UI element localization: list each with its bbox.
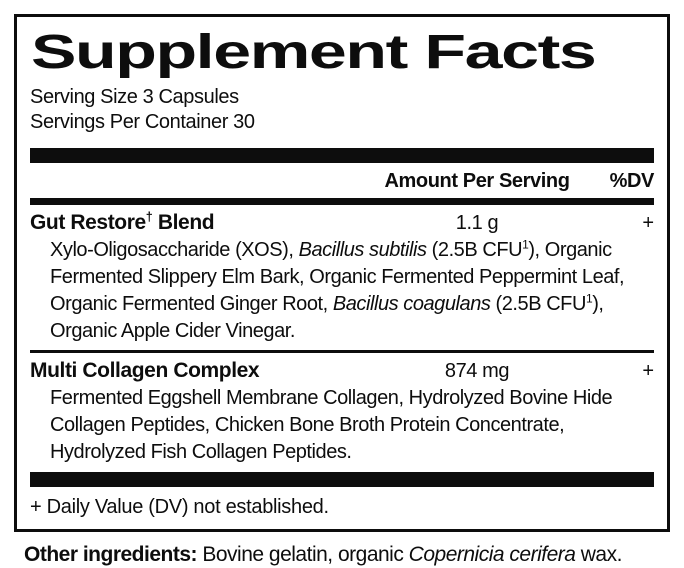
divider-bar-thick-bottom [30, 472, 654, 487]
ingredient-description: Fermented Eggshell Membrane Collagen, Hydrolyzed Bovine Hide Collagen Peptides, Chicken Bone Broth Protein Concentrate, Hydrolyzed Fish Collagen Peptides. [50, 387, 613, 463]
ingredient-name: Multi Collagen Complex [30, 359, 260, 382]
other-ingredients-label: Other ingredients: [24, 543, 198, 566]
column-header-dv: %DV [609, 170, 654, 192]
supplement-facts-label [14, 14, 670, 568]
other-ingredients-line [14, 541, 670, 568]
other-ingredients-text: Bovine gelatin, organic Copernicia cerifera wax. [197, 543, 622, 566]
ingredient-amount: 1.1 g [455, 212, 499, 234]
supplement-facts-panel [14, 14, 670, 532]
ingredient-row-multi-collagen [30, 353, 654, 469]
column-header-amount: Amount Per Serving [384, 170, 570, 192]
serving-size-text: Serving Size 3 Capsules [30, 86, 239, 108]
ingredient-amount: 874 mg [444, 360, 510, 382]
ingredient-row-gut-restore [30, 205, 654, 348]
ingredient-name: Gut Restore† Blend [30, 210, 215, 234]
ingredient-row-header [30, 205, 654, 236]
divider-bar-thick-top [30, 148, 654, 163]
panel-title: Supplement Facts [31, 26, 596, 79]
ingredient-row-header [30, 353, 654, 384]
servings-per-container-text: Servings Per Container 30 [30, 111, 255, 133]
divider-bar-medium [30, 198, 654, 205]
column-header-row [30, 163, 654, 198]
ingredient-description: Xylo-Oligosaccharide (XOS), Bacillus subtilis (2.5B CFU$^1$), Organic Fermented Slippery Elm Bark, Organic Fermented Peppermint Leaf, Organic Fermented Ginger Root, Bacillus coagulans (2.5B CFU$^1$), Organic Apple Cider Vinegar. [50, 237, 625, 342]
ingredient-dv-value: + [642, 360, 654, 382]
dv-footnote: + Daily Value (DV) not established. [30, 496, 329, 518]
ingredient-dv-value: + [642, 212, 654, 234]
